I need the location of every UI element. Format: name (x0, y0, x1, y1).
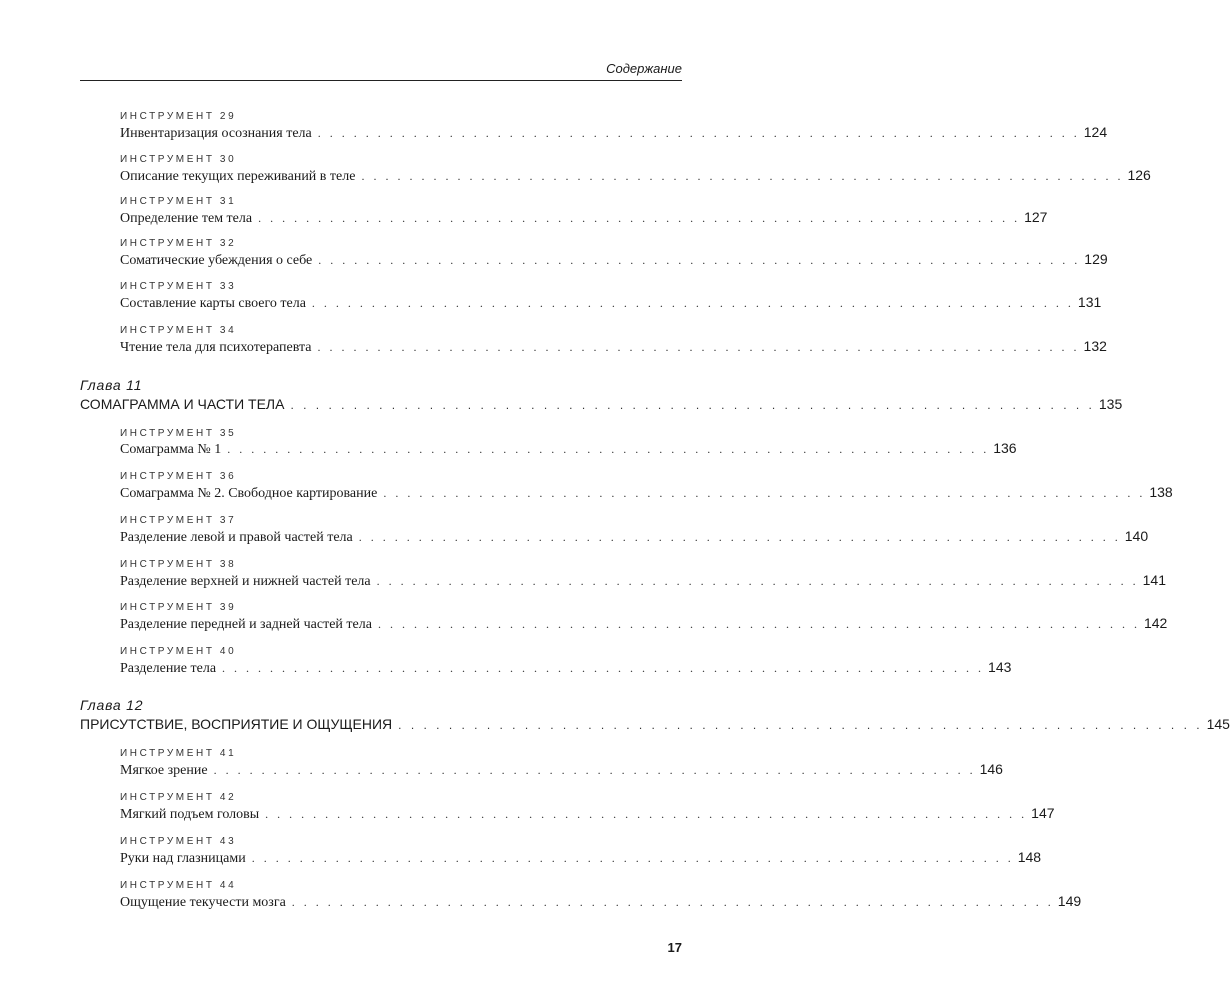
tool-label: ИНСТРУМЕНТ 43 (120, 836, 237, 847)
chapter-label: Глава 11 (80, 377, 143, 393)
dot-leader: . . . . . . . . . . . . . . . . . . . . . . . . . . . . . . . . . . . . . . . . . . . . . . . . . . . . . . . . . . . . . . . . (290, 398, 1095, 412)
entry-page-number: 129 (1084, 251, 1108, 267)
toc-entry[interactable] (120, 659, 1012, 677)
dot-leader: . . . . . . . . . . . . . . . . . . . . . . . . . . . . . . . . . . . . . . . . . . . . . . . . . . . . . . . . . . . . . . . . (377, 617, 1140, 631)
toc-entry[interactable] (120, 294, 1102, 312)
chapter-title: ПРИСУТСТВИЕ, ВОСПРИЯТИЕ И ОЩУЩЕНИЯ (80, 716, 393, 732)
chapter-entry[interactable] (80, 716, 1230, 732)
dot-leader: . . . . . . . . . . . . . . . . . . . . . . . . . . . . . . . . . . . . . . . . . . . . . . . . . . . . . . . . . . . . . . . . (258, 211, 1021, 225)
toc-entry[interactable] (120, 805, 1055, 823)
entry-page-number: 149 (1057, 893, 1082, 909)
entry-page-number: 136 (993, 440, 1017, 456)
dot-leader: . . . . . . . . . . . . . . . . . . . . . . . . . . . . . . . . . . . . . . . . . . . . . . . . . . . . . . . . . . . . . . . . (251, 851, 1014, 865)
tool-label: ИНСТРУМЕНТ 40 (120, 646, 237, 657)
toc-entry[interactable] (120, 440, 1017, 458)
tool-label: ИНСТРУМЕНТ 33 (120, 281, 237, 292)
dot-leader: . . . . . . . . . . . . . . . . . . . . . . . . . . . . . . . . . . . . . . . . . . . . . . . . . . . . . . . . . . . . . . . . (227, 442, 990, 456)
page-number: 17 (667, 940, 682, 955)
entry-title: Руки над глазницами (120, 851, 246, 866)
toc-entry[interactable] (120, 893, 1082, 911)
entry-page-number: 126 (1127, 167, 1151, 183)
entry-title: Мягкий подъем головы (120, 807, 260, 822)
dot-leader: . . . . . . . . . . . . . . . . . . . . . . . . . . . . . . . . . . . . . . . . . . . . . . . . . . . . . . . . . . . . . . . . (291, 895, 1054, 909)
chapter-title: СОМАГРАММА И ЧАСТИ ТЕЛА (80, 396, 285, 412)
tool-label: ИНСТРУМЕНТ 44 (120, 880, 237, 891)
toc-entry[interactable] (120, 528, 1149, 546)
entry-title: Мягкое зрение (120, 763, 208, 778)
entry-page-number: 138 (1149, 484, 1173, 500)
dot-leader: . . . . . . . . . . . . . . . . . . . . . . . . . . . . . . . . . . . . . . . . . . . . . . . . . . . . . . . . . . . . . . . . (213, 763, 976, 777)
dot-leader: . . . . . . . . . . . . . . . . . . . . . . . . . . . . . . . . . . . . . . . . . . . . . . . . . . . . . . . . . . . . . . . . (311, 296, 1074, 310)
tool-label: ИНСТРУМЕНТ 31 (120, 196, 237, 207)
entry-page-number: 140 (1124, 528, 1149, 544)
dot-leader: . . . . . . . . . . . . . . . . . . . . . . . . . . . . . . . . . . . . . . . . . . . . . . . . . . . . . . . . . . . . . . . . (376, 574, 1139, 588)
toc-entry[interactable] (120, 251, 1108, 269)
tool-label: ИНСТРУМЕНТ 36 (120, 471, 237, 482)
dot-leader: . . . . . . . . . . . . . . . . . . . . . . . . . . . . . . . . . . . . . . . . . . . . . . . . . . . . . . . . . . . . . . . . (398, 718, 1203, 732)
entry-title: Разделение передней и задней частей тела (120, 617, 372, 632)
entry-page-number: 131 (1077, 294, 1102, 310)
entry-title: Разделение левой и правой частей тела (120, 530, 353, 545)
dot-leader: . . . . . . . . . . . . . . . . . . . . . . . . . . . . . . . . . . . . . . . . . . . . . . . . . . . . . . . . . . . . . . . . (222, 661, 985, 675)
chapter-label: Глава 12 (80, 697, 144, 713)
tool-label: ИНСТРУМЕНТ 39 (120, 602, 237, 613)
chapter-entry[interactable] (80, 396, 1123, 412)
entry-page-number: 146 (979, 761, 1003, 777)
toc-entry[interactable] (120, 572, 1166, 590)
entry-title: Сомаграмма № 1 (120, 442, 222, 457)
entry-page-number: 141 (1142, 572, 1166, 588)
tool-label: ИНСТРУМЕНТ 34 (120, 325, 237, 336)
dot-leader: . . . . . . . . . . . . . . . . . . . . . . . . . . . . . . . . . . . . . . . . . . . . . . . . . . . . . . . . . . . . . . . . (265, 807, 1028, 821)
toc-entry[interactable] (120, 338, 1107, 356)
running-title: Содержание (606, 61, 682, 76)
toc-entry[interactable] (120, 209, 1048, 227)
toc-entry[interactable] (120, 124, 1108, 142)
chapter-page-number: 135 (1098, 396, 1123, 412)
tool-label: ИНСТРУМЕНТ 30 (120, 154, 237, 165)
entry-page-number: 147 (1031, 805, 1055, 821)
entry-title: Инвентаризация осознания тела (120, 126, 312, 141)
entry-page-number: 127 (1024, 209, 1048, 225)
entry-page-number: 142 (1143, 615, 1168, 631)
toc-entry[interactable] (120, 167, 1151, 185)
entry-title: Соматические убеждения о себе (120, 253, 313, 268)
dot-leader: . . . . . . . . . . . . . . . . . . . . . . . . . . . . . . . . . . . . . . . . . . . . . . . . . . . . . . . . . . . . . . . . (317, 126, 1080, 140)
tool-label: ИНСТРУМЕНТ 42 (120, 792, 237, 803)
tool-label: ИНСТРУМЕНТ 32 (120, 238, 237, 249)
tool-label: ИНСТРУМЕНТ 41 (120, 748, 237, 759)
tool-label: ИНСТРУМЕНТ 29 (120, 111, 237, 122)
chapter-page-number: 145 (1206, 716, 1230, 732)
entry-title: Сомаграмма № 2. Свободное картирование (120, 486, 378, 501)
dot-leader: . . . . . . . . . . . . . . . . . . . . . . . . . . . . . . . . . . . . . . . . . . . . . . . . . . . . . . . . . . . . . . . . (318, 253, 1081, 267)
entry-title: Определение тем тела (120, 211, 253, 226)
toc-entry[interactable] (120, 615, 1168, 633)
toc-entry[interactable] (120, 849, 1042, 867)
dot-leader: . . . . . . . . . . . . . . . . . . . . . . . . . . . . . . . . . . . . . . . . . . . . . . . . . . . . . . . . . . . . . . . . (383, 486, 1146, 500)
dot-leader: . . . . . . . . . . . . . . . . . . . . . . . . . . . . . . . . . . . . . . . . . . . . . . . . . . . . . . . . . . . . . . . . (358, 530, 1121, 544)
entry-page-number: 124 (1083, 124, 1108, 140)
entry-page-number: 132 (1083, 338, 1107, 354)
dot-leader: . . . . . . . . . . . . . . . . . . . . . . . . . . . . . . . . . . . . . . . . . . . . . . . . . . . . . . . . . . . . . . . . (317, 340, 1080, 354)
entry-title: Описание текущих переживаний в теле (120, 169, 356, 184)
entry-page-number: 143 (988, 659, 1012, 675)
entry-page-number: 148 (1017, 849, 1042, 865)
entry-title: Ощущение текучести мозга (120, 895, 286, 910)
dot-leader: . . . . . . . . . . . . . . . . . . . . . . . . . . . . . . . . . . . . . . . . . . . . . . . . . . . . . . . . . . . . . . . . (361, 169, 1124, 183)
tool-label: ИНСТРУМЕНТ 38 (120, 559, 237, 570)
entry-title: Составление карты своего тела (120, 296, 306, 311)
tool-label: ИНСТРУМЕНТ 37 (120, 515, 237, 526)
toc-entry[interactable] (120, 484, 1173, 502)
entry-title: Разделение верхней и нижней частей тела (120, 574, 371, 589)
entry-title: Разделение тела (120, 661, 217, 676)
toc-entry[interactable] (120, 761, 1003, 779)
entry-title: Чтение тела для психотерапевта (120, 340, 312, 355)
tool-label: ИНСТРУМЕНТ 35 (120, 428, 237, 439)
